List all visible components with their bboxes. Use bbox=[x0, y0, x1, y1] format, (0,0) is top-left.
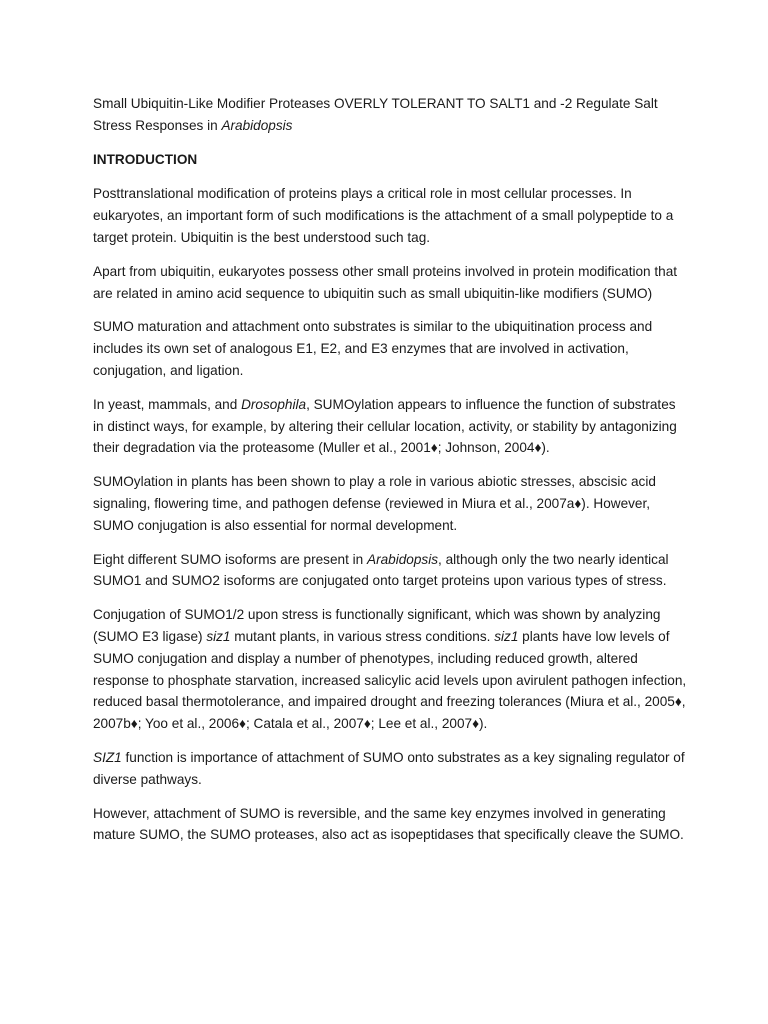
title-text: Small Ubiquitin-Like Modifier Proteases OVERLY TOLERANT TO SALT1 and -2 Regulate Salt Stress Responses in bbox=[93, 96, 658, 133]
p7-text-a: Conjugation of SUMO1/2 upon stress is functionally significant, which was shown by analyzing (SUMO E3 ligase) bbox=[93, 607, 661, 644]
paragraph-8 bbox=[93, 747, 688, 791]
paragraph-7 bbox=[93, 604, 688, 735]
p4-italic: Drosophila bbox=[241, 396, 307, 412]
p4-text-a: In yeast, mammals, and bbox=[93, 396, 242, 412]
p8-italic: SIZ1 bbox=[93, 749, 122, 765]
p7-italic-2: siz1 bbox=[494, 628, 519, 644]
p6-italic: Arabidopsis bbox=[367, 551, 439, 567]
paragraph-3: SUMO maturation and attachment onto substrates is similar to the ubiquitination process and includes its own set of analogous E1, E2, and E3 enzymes that are involved in activation, conjugation, and ligation. bbox=[93, 319, 653, 378]
p6-text-a: Eight different SUMO isoforms are present in bbox=[93, 551, 368, 567]
p7-text-e: plants have low levels of SUMO conjugation and display a number of phenotypes, including reduced growth, altered response to phosphate starvation, increased salicylic acid levels upon avirulent pathogen infection, reduced basal thermotolerance, and impaired drought and freezing tolerances (Miura et al., 2005♦, 2007b♦; Yoo et al., 2006♦; Catala et al., 2007♦; Lee et al., 2007♦). bbox=[93, 628, 687, 732]
paragraph-4 bbox=[93, 394, 688, 459]
document-title bbox=[93, 93, 688, 137]
p7-text-c: mutant plants, in various stress conditions. bbox=[230, 628, 495, 644]
paragraph-1: Posttranslational modification of proteins plays a critical role in most cellular processes. In eukaryotes, an important form of such modifications is the attachment of a small polypeptide to a target protein. Ubiquitin is the best understood such tag. bbox=[93, 186, 674, 245]
paragraph-9: However, attachment of SUMO is reversible, and the same key enzymes involved in generating mature SUMO, the SUMO proteases, also act as isopeptidases that specifically cleave the SUMO. bbox=[93, 805, 684, 843]
title-italic: Arabidopsis bbox=[221, 117, 293, 133]
paragraph-5: SUMOylation in plants has been shown to play a role in various abiotic stresses, abscisic acid signaling, flowering time, and pathogen defense (reviewed in Miura et al., 2007a♦). However, SUMO conjugation is also essential for normal development. bbox=[93, 474, 656, 533]
p8-text-b: function is importance of attachment of SUMO onto substrates as a key signaling regulator of diverse pathways. bbox=[93, 749, 685, 787]
section-heading: INTRODUCTION bbox=[93, 151, 198, 167]
p4-text-c: , SUMOylation appears to influence the function of substrates in distinct ways, for example, by altering their cellular location, activity, or stability by antagonizing their degradation via the proteasome (Muller et al., 2001♦; Johnson, 2004♦). bbox=[93, 396, 677, 456]
paragraph-6 bbox=[93, 549, 688, 593]
p7-italic-1: siz1 bbox=[206, 628, 231, 644]
p6-text-c: , although only the two nearly identical SUMO1 and SUMO2 isoforms are conjugated onto target proteins upon various types of stress. bbox=[93, 551, 669, 589]
paragraph-2: Apart from ubiquitin, eukaryotes possess other small proteins involved in protein modification that are related in amino acid sequence to ubiquitin such as small ubiquitin-like modifiers (SUMO) bbox=[93, 263, 678, 301]
